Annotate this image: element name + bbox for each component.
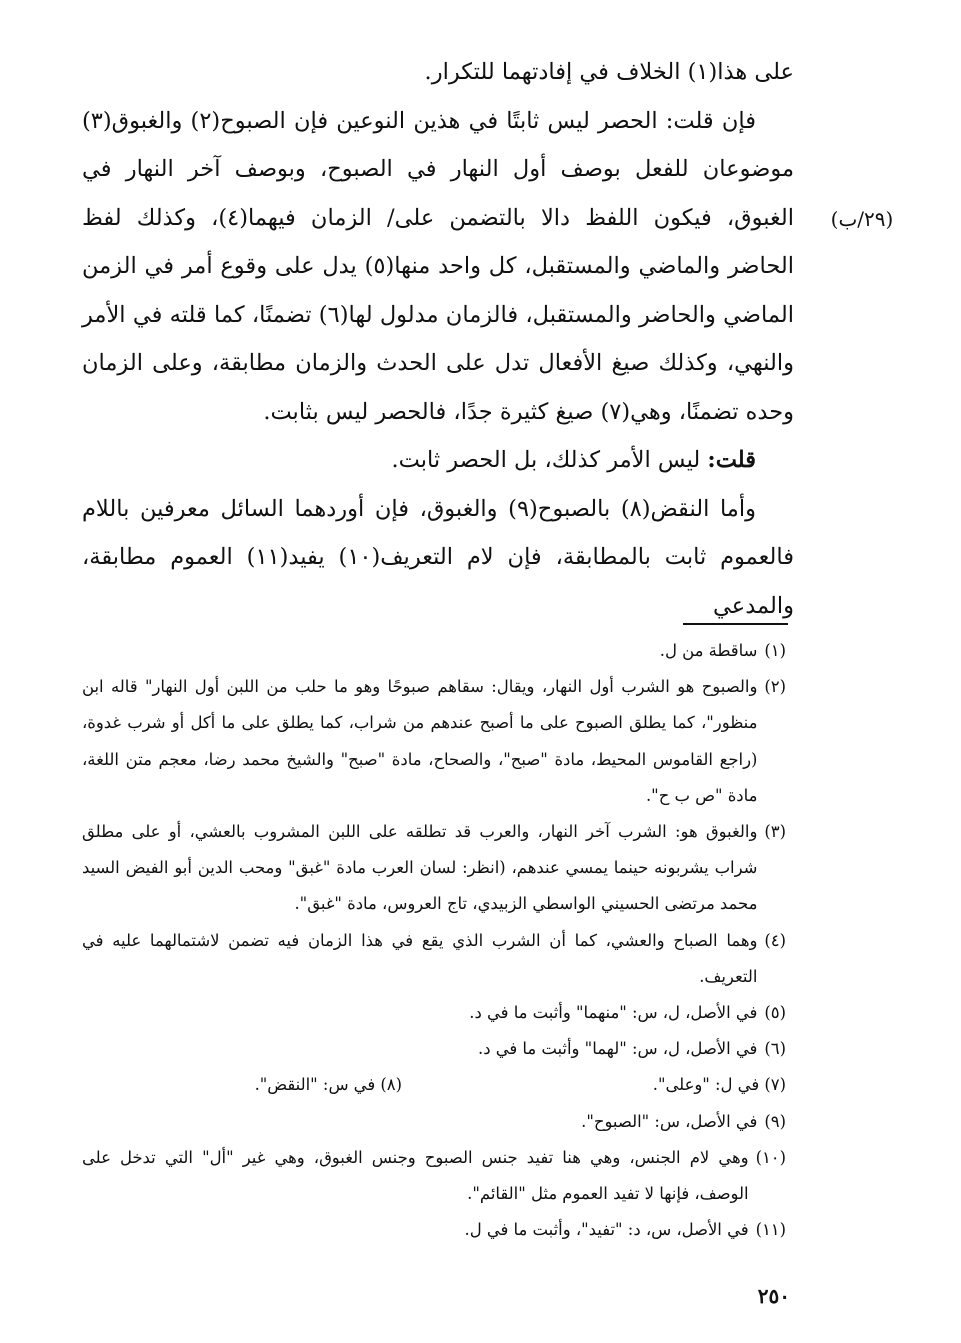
footnote-text: في الأصل، ل، س: "لهما" وأثبت ما في د. — [477, 1039, 758, 1059]
main-text — [82, 48, 794, 630]
footnote-7: (٧) في ل: "وعلى". — [652, 1075, 786, 1095]
footnote-number: (٢) — [764, 677, 786, 697]
footnote-text: في الأصل، س، د: "تفيد"، وأثبت ما في ل. — [464, 1220, 749, 1240]
footnote-10 — [82, 1140, 786, 1212]
footnotes — [82, 633, 786, 1248]
footnote-text: ساقطة من ل. — [659, 641, 758, 660]
footnote-number: (٤) — [764, 930, 786, 950]
footnote-number: (١) — [764, 641, 786, 660]
paragraph-1: على هذا(١) الخلاف في إفادتهما للتكرار. — [424, 59, 794, 85]
paragraph-3 — [82, 436, 794, 485]
footnote-5 — [82, 995, 786, 1031]
footnote-number: (٦) — [764, 1039, 786, 1059]
footnote-4 — [82, 923, 786, 995]
footnote-text: وهي لام الجنس، وهي هنا تفيد جنس الصبوح وجنس الغبوق، وهي غير "أل" التي تدخل على الوصف، فإنها لا تفيد العموم مثل "القائم". — [82, 1147, 749, 1204]
footnote-11 — [82, 1212, 786, 1248]
qultu-label: قلت: — [707, 447, 756, 473]
footnote-number: (١١) — [755, 1220, 786, 1240]
page-number: ٢٥٠ — [757, 1284, 790, 1308]
footnote-number: (٣) — [764, 822, 786, 842]
footnote-number: (١٠) — [755, 1147, 786, 1167]
footnote-1 — [82, 633, 786, 669]
footnote-2 — [82, 669, 786, 814]
footnote-number: (٩) — [764, 1111, 786, 1131]
footnote-8: (٨) في س: "النقض". — [254, 1075, 402, 1095]
margin-folio-note: (٢٩/ب) — [830, 207, 894, 231]
footnote-text: والغبوق هو: الشرب آخر النهار، والعرب قد تطلقه على اللبن المشروب بالعشي، أو على مطلق شراب يشربونه حينما يمسي عندهم، (انظر: لسان العرب مادة "غبق" ومحب الدين أبو الفيض السيد محمد مرتضى الحسيني الواسطي الزبيدي، تاج العروس، مادة "غبق". — [82, 822, 758, 914]
paragraph-4: وأما النقض(٨) بالصبوح(٩) والغبوق، فإن أوردهما السائل معرفين باللام فالعموم ثابت بالمطابقة، فإن لام التعريف(١٠) يفيد(١١) العموم مطابقة، والمدعي — [82, 495, 794, 619]
footnote-7-8 — [82, 1067, 786, 1103]
footnote-text: وهما الصباح والعشي، كما أن الشرب الذي يقع في هذا الزمان فيه تضمن لاشتمالهما عليه في التعريف. — [82, 930, 758, 986]
footnote-3 — [82, 814, 786, 923]
footnote-separator — [683, 623, 788, 625]
paragraph-3-text: ليس الأمر كذلك، بل الحصر ثابت. — [391, 447, 708, 473]
paragraph-2: فإن قلت: الحصر ليس ثابتًا في هذين النوعين فإن الصبوح(٢) والغبوق(٣) موضوعان للفعل بوصف أول النهار في الصبوح، وبوصف آخر النهار في الغبوق، فيكون اللفظ دالا بالتضمن على/ الزمان فيهما(٤)، وكذلك لفظ الحاضر والماضي والمستقبل، كل واحد منها(٥) يدل على وقوع أمر في الزمن الماضي والحاضر والمستقبل، فالزمان مدلول لها(٦) تضمنًا، كما قلته في الأمر والنهي، وكذلك صيغ الأفعال تدل على الحدث والزمان مطابقة، وعلى الزمان وحده تضمنًا، وهي(٧) صيغ كثيرة جدًا، فالحصر ليس بثابت. — [82, 107, 794, 425]
footnote-6 — [82, 1031, 786, 1067]
footnote-number: (٥) — [764, 1003, 786, 1023]
footnote-text: والصبوح هو الشرب أول النهار، ويقال: سقاهم صبوحًا وهو ما حلب من اللبن أول النهار" قاله ابن منظور"، كما يطلق الصبوح على ما أصبح عندهم من شراب، كما يطلق على ما أكل أو شرب غدوة، (راجع القاموس المحيط، مادة "صبح"، والصحاح، مادة "صبح" والشيخ محمد رضا، معجم متن اللغة، مادة "ص ب ح". — [82, 677, 758, 805]
footnote-text: في الأصل، س: "الصبوح". — [581, 1111, 758, 1131]
footnote-9 — [82, 1104, 786, 1140]
footnote-text: في الأصل، ل، س: "منهما" وأثبت ما في د. — [469, 1003, 758, 1023]
